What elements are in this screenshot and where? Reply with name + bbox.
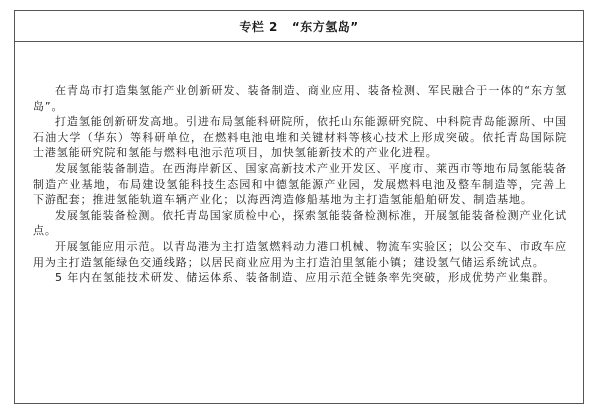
goal-paragraph: 5 年内在氢能技术研发、储运体系、装备制造、应用示范全链条率先突破，形成优势产业集群。 <box>55 271 556 285</box>
manufacturing-paragraph: 发展氢能装备制造。在西海岸新区、国家高新技术产业开发区、平度市、莱西市等地布局氢能装备制造产业基地，布局建设氢能科技生态园和中德氢能源产业园，发展燃料电池及整车制造等，完善上下游配套；推进氢能轨道车辆产业化；以海西湾造修船基地为主打造氢能船舶研发、制造基地。 <box>33 161 567 207</box>
intro-paragraph: 在青岛市打造集氢能产业创新研发、装备制造、商业应用、装备检测、军民融合于一体的“东方氢岛”。 <box>33 84 567 113</box>
demonstration-paragraph: 开展氢能应用示范。以青岛港为主打造氢燃料动力港口机械、物流车实验区；以公交车、市政车应用为主打造氢能绿色交通线路；以居民商业应用为主打造泊里氢能小镇；建设氢气储运系统试点。 <box>33 239 567 269</box>
column-header <box>15 11 583 42</box>
testing-paragraph: 发展氢能装备检测。依托青岛国家质检中心，探索氢能装备检测标准，开展氢能装备检测产业化试点。 <box>33 208 567 238</box>
column-box <box>14 10 584 404</box>
column-body <box>33 83 567 286</box>
rd-paragraph: 打造氢能创新研发高地。引进布局氢能科研院所，依托山东能源研究院、中科院青岛能源所、中国石油大学（华东）等科研单位，在燃料电池电堆和关键材料等核心技术上形成突破。依托青岛国际院士港氢能研究院和氢能与燃料电池示范项目，加快氢能新技术的产业化进程。 <box>33 115 567 160</box>
column-label: 专栏 2 <box>239 19 278 34</box>
column-title: “东方氢岛” <box>291 19 359 34</box>
